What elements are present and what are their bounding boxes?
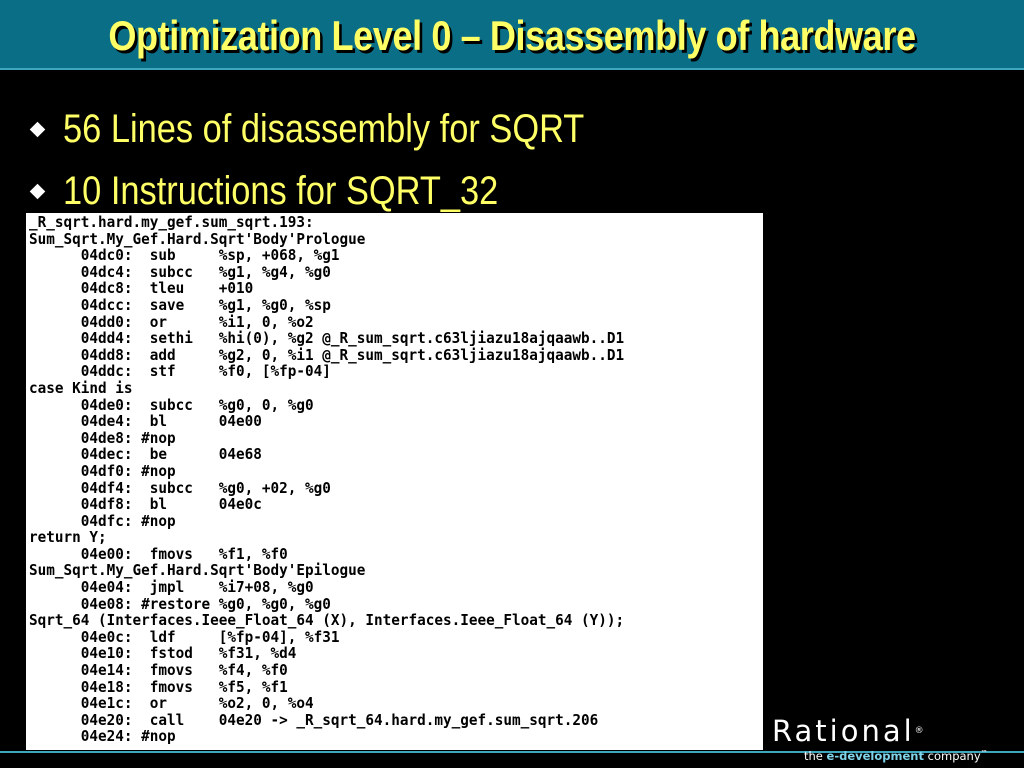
code-line: 04dc0: sub %sp, +068, %g1 (29, 246, 340, 265)
bullet-item (28, 98, 669, 160)
code-line: 04df4: subcc %g0, +02, %g0 (29, 478, 331, 497)
bullet-list (28, 98, 669, 222)
code-line: 04e24: #nop (29, 727, 176, 746)
code-line: 04e0c: ldf [%fp-04], %f31 (29, 627, 340, 646)
disassembly-listing (26, 213, 763, 750)
rational-logo (772, 714, 1022, 766)
logo-wordmark (772, 714, 924, 748)
code-line: 04e14: fmovs %f4, %f0 (29, 661, 288, 680)
tagline-accent: e-development (826, 749, 924, 763)
code-line: 04e18: fmovs %f5, %f1 (29, 677, 288, 696)
code-line: 04e10: fstod %f31, %d4 (29, 644, 297, 663)
code-line: 04dd4: sethi %hi(0), %g2 @_R_sum_sqrt.c63ljiazu18ajqaawb..D1 (29, 329, 625, 348)
code-line: 04de0: subcc %g0, 0, %g0 (29, 395, 314, 414)
diamond-bullet-icon (30, 121, 46, 137)
tagline-prefix: the (804, 749, 827, 763)
code-line: 04dcc: save %g1, %g0, %sp (29, 295, 331, 314)
code-line: Sqrt_64 (Interfaces.Ieee_Float_64 (X), Interfaces.Ieee_Float_64 (Y)); (29, 611, 625, 630)
code-line: Sum_Sqrt.My_Gef.Hard.Sqrt'Body'Prologue (29, 229, 366, 248)
code-line: 04e00: fmovs %f1, %f0 (29, 544, 288, 563)
code-line: 04dd0: or %i1, 0, %o2 (29, 312, 314, 331)
tagline-suffix: company (923, 749, 981, 763)
bullet-text: 56 Lines of disassembly for SQRT (63, 106, 585, 151)
code-line: 04e20: call 04e20 -> _R_sqrt_64.hard.my_gef.sum_sqrt.206 (29, 710, 599, 729)
logo-brand-text: Rational (772, 714, 915, 748)
diamond-bullet-icon (30, 183, 46, 199)
code-line: Sum_Sqrt.My_Gef.Hard.Sqrt'Body'Epilogue (29, 561, 366, 580)
code-line: _R_sqrt.hard.my_gef.sum_sqrt.193: (29, 213, 314, 231)
code-line: 04dd8: add %g2, 0, %i1 @_R_sum_sqrt.c63ljiazu18ajqaawb..D1 (29, 345, 625, 364)
code-line: 04e1c: or %o2, 0, %o4 (29, 694, 314, 713)
code-line: 04df0: #nop (29, 461, 176, 480)
title-bar (0, 0, 1024, 70)
code-line: 04e04: jmpl %i7+08, %g0 (29, 578, 314, 597)
registered-mark: ® (914, 726, 924, 736)
code-line: return Y; (29, 528, 107, 547)
code-line: 04de8: #nop (29, 428, 176, 447)
code-line: case Kind is (29, 378, 133, 397)
code-line: 04ddc: stf %f0, [%fp-04] (29, 362, 331, 381)
code-line: 04de4: bl 04e00 (29, 412, 262, 431)
code-line: 04dfc: #nop (29, 511, 176, 530)
logo-tagline (804, 749, 988, 763)
slide-title: Optimization Level 0 – Disassembly of hardware (108, 12, 916, 59)
code-line: 04dec: be 04e68 (29, 445, 262, 464)
code-line: 04dc8: tleu +010 (29, 279, 254, 298)
code-line: 04e08: #restore %g0, %g0, %g0 (29, 594, 331, 613)
bullet-text: 10 Instructions for SQRT_32 (63, 168, 499, 213)
trademark-mark: ™ (980, 749, 988, 757)
code-line: 04dc4: subcc %g1, %g4, %g0 (29, 262, 331, 281)
code-line: 04df8: bl 04e0c (29, 495, 262, 514)
